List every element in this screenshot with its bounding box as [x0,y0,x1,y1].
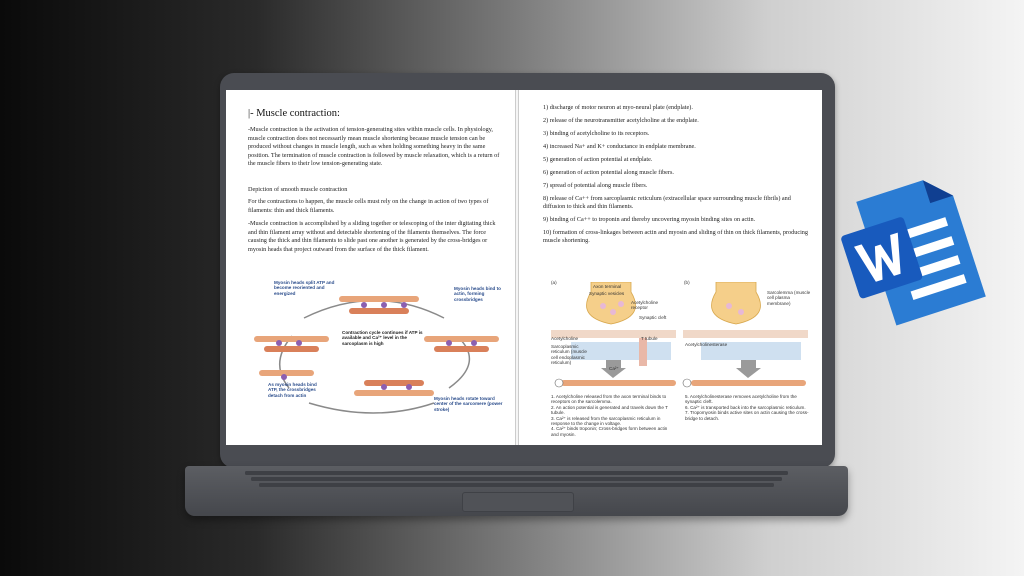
neuromuscular-junction-figure [551,282,813,440]
label-synaptic-cleft: Synaptic cleft [639,315,667,320]
paragraph-filaments: For the contractions to happen, the muscle cells must rely on the change in action of two types of filaments: thin and thick filaments. [248,198,489,214]
thin-filament [254,336,329,342]
arrow-down-icon [736,360,761,378]
keyboard [245,470,788,490]
synaptic-vesicle [610,309,616,315]
keyboard-row [251,477,782,481]
thick-filament [364,380,424,386]
label-power-stroke: Myosin heads rotate toward center of the sarcomere (power stroke) [434,396,503,412]
myosin-head [446,340,452,346]
myosin-head [406,384,412,390]
keyboard-row [245,471,788,475]
myosin-head [281,374,287,380]
caption-step: 5. Acetylcholinesterase removes acetylcholine from the synaptic cleft. [685,394,797,405]
cycle-arrow-right [449,338,469,388]
caption-right [685,394,811,421]
paragraph-sliding: -Muscle contraction is accomplished by a sliding together or telescoping of the inter digitating thick and thin filament array without and detectable shortening of the filaments themselves. The force causing the thick and thin filaments to slide past one another is generated by the cross-bridges or myosin heads that project outward from the surface of the thick filament. [248,220,496,253]
caption-step: 6. Ca²⁺ is transported back into the sarcoplasmic reticulum. [685,404,806,410]
crossbridge-cycle-figure [244,278,506,418]
label-myosin-bind-actin: Myosin heads bind to actin, forming crossbridges [454,286,501,302]
thick-filament [349,308,409,314]
panel-a-label: (a) [551,280,557,285]
list-item: 7) spread of potential along muscle fibers. [543,182,648,189]
trackpad[interactable] [462,492,574,512]
label-sarcolemma: Sarcolemma (muscle cell plasma membrane) [767,290,811,306]
cycle-arrow-bottom [309,403,434,413]
synaptic-vesicle [600,303,606,309]
myosin-head [276,340,282,346]
label-calcium: Ca²⁺ [609,366,619,371]
sarcolemma-b [683,330,808,338]
keyboard-row [259,483,774,487]
list-item: 6) generation of action potential along muscle fibers. [543,169,674,176]
document-page-right [518,90,822,445]
thin-filament [339,296,419,302]
thin-filament [259,370,314,376]
thin-filament [354,390,434,396]
caption-step: 1. Acetylcholine released from the axon terminal binds to receptors on the sarcolemma. [551,394,667,405]
label-crossbridges-detach: As myosin heads bind ATP, the crossbridges detach from actin [268,382,317,398]
myosin-head [471,340,477,346]
contraction-steps-list [543,104,813,250]
step-marker-icon [683,379,691,387]
synaptic-vesicle [738,309,744,315]
document-heading: |- Muscle contraction: [248,108,340,119]
synaptic-vesicle [618,301,624,307]
caption-step: 4. Ca²⁺ binds troponin; Cross-bridges form between actin and myosin. [551,426,668,437]
list-item: 10) formation of cross-linkages between actin and myosin and sliding of thin on thick filaments, producing muscle shortening. [543,229,808,245]
thick-filament [434,346,489,352]
laptop-screen [226,90,822,445]
myosin-head [401,302,407,308]
label-acetylcholinesterase: Acetylcholinesterase [685,342,728,347]
label-acetylcholine: Acetylcholine [551,336,579,341]
list-item: 8) release of Ca++ from sarcoplasmic reticulum (extracellular space surrounding muscle fibrils) and diffusion to thick and thin filaments. [543,195,791,211]
myosin-head [296,340,302,346]
actin-filament-b [691,380,806,386]
synaptic-vesicle [726,303,732,309]
paragraph-depiction: Depiction of smooth muscle contraction [248,186,348,193]
list-item: 5) generation of action potential at endplate. [543,156,653,163]
label-axon-terminal: Axon terminal [593,284,622,289]
t-tubule [639,338,647,366]
caption-step: 3. Ca²⁺ is released from the sarcoplasmic reticulum in response to the change in voltage. [551,415,661,427]
axon-terminal-b [712,282,761,324]
label-ach-receptor: Acetylcholine receptor [631,300,659,311]
thick-filament [264,346,319,352]
list-item: 9) binding of Ca++ to troponin and thereby uncovering myosin binding sites on actin. [543,216,756,224]
document-page-left [226,90,516,445]
panel-b-label: (b) [684,280,690,285]
label-myosin-split-atp: Myosin heads split ATP and become reoriented and energized [274,280,335,296]
label-synaptic-vesicles: Synaptic vesicles [589,291,625,296]
caption-step: 7. Tropomyosin binds active sites on actin causing the cross-bridge to detach. [685,410,809,421]
myosin-head [381,302,387,308]
paragraph-definition: -Muscle contraction is the activation of tension-generating sites within muscle cells. In physiology, muscle contraction does not necessarily mean muscle shortening because muscle tension can be produced without changes in muscle length, such as when holding something heavy in the same position. The termination of muscle contraction is followed by muscle relaxation, which is a return of the muscle fibers to their low tension-generating state. [248,126,500,168]
myosin-head [381,384,387,390]
list-item: 2) release of the neurotransmitter acetylcholine at the endplate. [543,117,699,124]
caption-step: 2. An action potential is generated and travels down the T tubule. [551,404,668,416]
list-item: 4) increased Na+ and K+ conductance in endplate membrane. [543,143,696,150]
step-marker-icon [555,379,563,387]
caption-left [551,394,676,437]
list-item: 1) discharge of motor neuron at myo-neural plate (endplate). [543,104,693,111]
myosin-head [361,302,367,308]
word-logo-icon [826,168,992,334]
list-item: 3) binding of acetylcholine to its receptors. [543,130,650,137]
label-sarcoplasmic-reticulum: Sarcoplasmic reticulum (muscle cell endoplasmic reticulum) [551,344,587,366]
label-contraction-cycle: Contraction cycle continues if ATP is available and Ca²⁺ level in the sarcoplasm is high [342,330,423,346]
actin-filament-a [561,380,676,386]
label-t-tubule: T tubule [641,336,658,341]
thin-filament [424,336,499,342]
